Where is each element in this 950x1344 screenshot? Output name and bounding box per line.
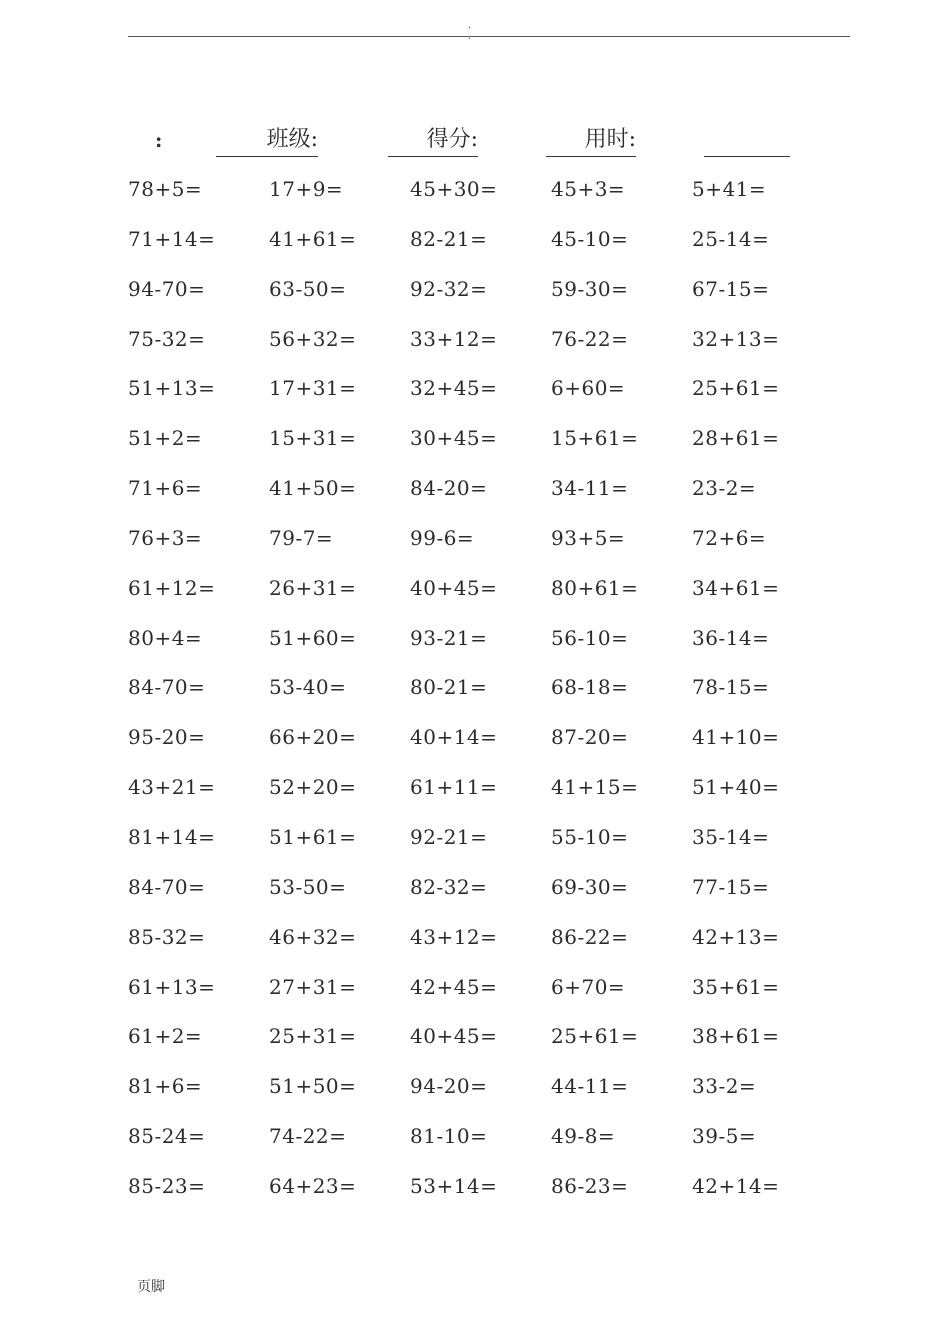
problem-row bbox=[128, 1117, 833, 1167]
problem-item: 56+32= bbox=[269, 326, 357, 351]
problem-item: 61+11= bbox=[410, 775, 498, 800]
problem-row bbox=[128, 569, 833, 619]
problem-item: 43+21= bbox=[128, 775, 216, 800]
problem-item: 99-6= bbox=[410, 525, 475, 550]
problem-item: 76-22= bbox=[551, 326, 629, 351]
problem-item: 80+4= bbox=[128, 625, 203, 650]
score-field[interactable]: 得分: bbox=[388, 122, 478, 157]
problem-item: 86-23= bbox=[551, 1173, 629, 1198]
problem-item: 53-50= bbox=[269, 874, 347, 899]
problem-item: 68-18= bbox=[551, 675, 629, 700]
problem-item: 27+31= bbox=[269, 974, 357, 999]
problem-item: 35-14= bbox=[692, 824, 770, 849]
problem-item: 25+61= bbox=[692, 376, 780, 401]
problem-item: 45-10= bbox=[551, 226, 629, 251]
problem-item: 39-5= bbox=[692, 1124, 757, 1149]
problem-item: 61+12= bbox=[128, 575, 216, 600]
problem-item: 87-20= bbox=[551, 725, 629, 750]
problem-item: 80+61= bbox=[551, 575, 639, 600]
problem-item: 94-20= bbox=[410, 1074, 488, 1099]
problem-row bbox=[128, 519, 833, 569]
problem-row bbox=[128, 619, 833, 669]
student-info-row bbox=[0, 122, 950, 162]
problem-item: 64+23= bbox=[269, 1173, 357, 1198]
problem-item: 40+14= bbox=[410, 725, 498, 750]
problem-item: 71+14= bbox=[128, 226, 216, 251]
problem-item: 34-11= bbox=[551, 476, 629, 501]
problem-item: 85-24= bbox=[128, 1124, 206, 1149]
problem-row bbox=[128, 469, 833, 519]
problem-row bbox=[128, 718, 833, 768]
problem-item: 38+61= bbox=[692, 1024, 780, 1049]
problem-row bbox=[128, 320, 833, 370]
problem-item: 94-70= bbox=[128, 276, 206, 301]
class-field[interactable]: 班级: bbox=[216, 122, 318, 157]
problem-row bbox=[128, 668, 833, 718]
problem-row bbox=[128, 1167, 833, 1217]
problem-item: 42+45= bbox=[410, 974, 498, 999]
problem-row bbox=[128, 170, 833, 220]
time-field[interactable]: 用时: bbox=[546, 122, 636, 157]
problem-item: 51+13= bbox=[128, 376, 216, 401]
problem-grid bbox=[128, 170, 833, 1217]
problem-item: 45+30= bbox=[410, 177, 498, 201]
problem-item: 42+13= bbox=[692, 924, 780, 949]
problem-item: 76+3= bbox=[128, 525, 203, 550]
problem-row bbox=[128, 270, 833, 320]
problem-item: 85-23= bbox=[128, 1173, 206, 1198]
problem-item: 46+32= bbox=[269, 924, 357, 949]
problem-item: 59-30= bbox=[551, 276, 629, 301]
problem-item: 15+31= bbox=[269, 426, 357, 451]
problem-item: 86-22= bbox=[551, 924, 629, 949]
problem-item: 6+60= bbox=[551, 376, 626, 401]
problem-item: 25+61= bbox=[551, 1024, 639, 1049]
problem-row bbox=[128, 220, 833, 270]
problem-item: 41+10= bbox=[692, 725, 780, 750]
problem-item: 69-30= bbox=[551, 874, 629, 899]
problem-item: 17+31= bbox=[269, 376, 357, 401]
problem-item: 51+60= bbox=[269, 625, 357, 650]
problem-item: 84-70= bbox=[128, 675, 206, 700]
problem-item: 55-10= bbox=[551, 824, 629, 849]
problem-item: 6+70= bbox=[551, 974, 626, 999]
problem-item: 79-7= bbox=[269, 525, 334, 550]
problem-item: 75-32= bbox=[128, 326, 206, 351]
problem-item: 32+13= bbox=[692, 326, 780, 351]
problem-item: 84-70= bbox=[128, 874, 206, 899]
problem-item: 40+45= bbox=[410, 1024, 498, 1049]
problem-item: 45+3= bbox=[551, 177, 626, 201]
problem-item: 32+45= bbox=[410, 376, 498, 401]
problem-item: 17+9= bbox=[269, 177, 344, 201]
problem-item: 51+61= bbox=[269, 824, 357, 849]
problem-item: 78-15= bbox=[692, 675, 770, 700]
problem-item: 92-32= bbox=[410, 276, 488, 301]
problem-item: 77-15= bbox=[692, 874, 770, 899]
problem-item: 41+50= bbox=[269, 476, 357, 501]
problem-item: 92-21= bbox=[410, 824, 488, 849]
problem-item: 51+50= bbox=[269, 1074, 357, 1099]
problem-item: 81+6= bbox=[128, 1074, 203, 1099]
problem-item: 23-2= bbox=[692, 476, 757, 501]
problem-row bbox=[128, 768, 833, 818]
problem-item: 25+31= bbox=[269, 1024, 357, 1049]
problem-item: 34+61= bbox=[692, 575, 780, 600]
problem-item: 78+5= bbox=[128, 177, 203, 201]
problem-item: 63-50= bbox=[269, 276, 347, 301]
problem-item: 81+14= bbox=[128, 824, 216, 849]
problem-item: 44-11= bbox=[551, 1074, 629, 1099]
problem-item: 33+12= bbox=[410, 326, 498, 351]
problem-item: 25-14= bbox=[692, 226, 770, 251]
footer-label: 页脚 bbox=[137, 1279, 165, 1295]
problem-item: 35+61= bbox=[692, 974, 780, 999]
problem-item: 51+40= bbox=[692, 775, 780, 800]
problem-item: 30+45= bbox=[410, 426, 498, 451]
problem-item: 81-10= bbox=[410, 1124, 488, 1149]
problem-row bbox=[128, 369, 833, 419]
name-colon: : bbox=[155, 128, 163, 152]
problem-item: 67-15= bbox=[692, 276, 770, 301]
problem-item: 53-40= bbox=[269, 675, 347, 700]
problem-item: 85-32= bbox=[128, 924, 206, 949]
problem-item: 66+20= bbox=[269, 725, 357, 750]
problem-item: 82-21= bbox=[410, 226, 488, 251]
problem-item: 43+12= bbox=[410, 924, 498, 949]
problem-item: 53+14= bbox=[410, 1173, 498, 1198]
problem-item: 71+6= bbox=[128, 476, 203, 501]
problem-item: 33-2= bbox=[692, 1074, 757, 1099]
problem-item: 84-20= bbox=[410, 476, 488, 501]
problem-item: 93+5= bbox=[551, 525, 626, 550]
problem-item: 93-21= bbox=[410, 625, 488, 650]
problem-row bbox=[128, 868, 833, 918]
blank-field[interactable] bbox=[704, 122, 790, 157]
problem-row bbox=[128, 968, 833, 1018]
problem-item: 28+61= bbox=[692, 426, 780, 451]
problem-item: 51+2= bbox=[128, 426, 203, 451]
problem-item: 40+45= bbox=[410, 575, 498, 600]
problem-item: 42+14= bbox=[692, 1173, 780, 1198]
problem-item: 74-22= bbox=[269, 1124, 347, 1149]
problem-item: 52+20= bbox=[269, 775, 357, 800]
problem-row bbox=[128, 818, 833, 868]
problem-item: 61+2= bbox=[128, 1024, 203, 1049]
problem-row bbox=[128, 918, 833, 968]
problem-row bbox=[128, 419, 833, 469]
problem-item: 15+61= bbox=[551, 426, 639, 451]
problem-item: 80-21= bbox=[410, 675, 488, 700]
problem-item: 72+6= bbox=[692, 525, 767, 550]
problem-item: 26+31= bbox=[269, 575, 357, 600]
problem-item: 41+15= bbox=[551, 775, 639, 800]
header-dots: . . bbox=[468, 20, 490, 42]
problem-row bbox=[128, 1067, 833, 1117]
problem-item: 82-32= bbox=[410, 874, 488, 899]
problem-item: 5+41= bbox=[692, 177, 767, 201]
problem-item: 56-10= bbox=[551, 625, 629, 650]
problem-item: 49-8= bbox=[551, 1124, 616, 1149]
problem-item: 41+61= bbox=[269, 226, 357, 251]
problem-item: 36-14= bbox=[692, 625, 770, 650]
problem-row bbox=[128, 1017, 833, 1067]
problem-item: 95-20= bbox=[128, 725, 206, 750]
problem-item: 61+13= bbox=[128, 974, 216, 999]
